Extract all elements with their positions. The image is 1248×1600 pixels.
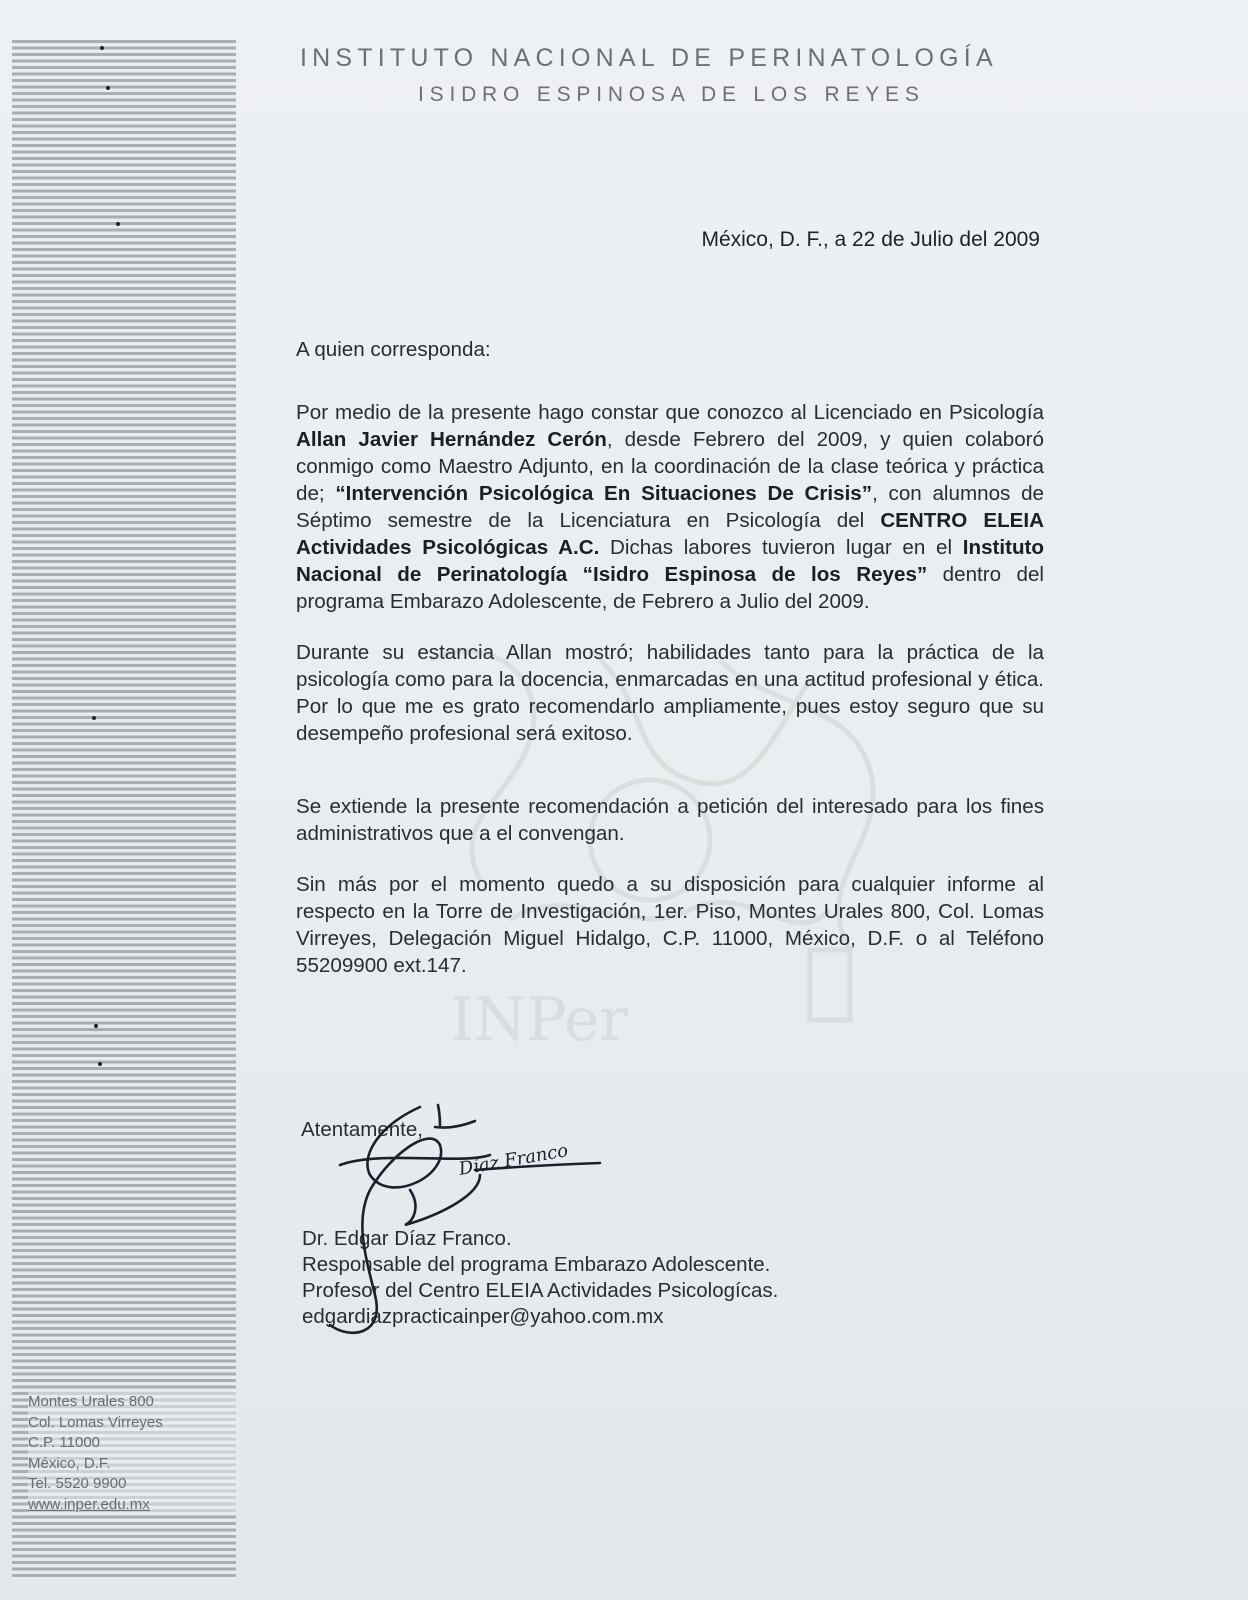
paragraph-purpose: Se extiende la presente recomendación a petición del interesado para los fines administrativos que a el convengan. [296, 795, 1044, 845]
paragraph-performance: Durante su estancia Allan mostró; habilidades tanto para la práctica de la psicología como para la docencia, enmarcadas en una actitud profesional y ética. Por lo que me es grato recomendarlo ampliamente, pues estoy seguro que su desempeño profesional será exitoso. [296, 641, 1044, 745]
svg-text:INPer: INPer [450, 985, 629, 1055]
band-dot [116, 222, 120, 226]
band-dot [106, 86, 110, 90]
institution-subtitle: ISIDRO ESPINOSA DE LOS REYES [418, 83, 925, 106]
footer-city: México, D.F. [28, 1454, 111, 1472]
text-span: Por medio de la presente hago constar que conozco al Licenciado en Psicología [296, 401, 1044, 424]
footer-colony: Col. Lomas Virreyes [28, 1413, 163, 1431]
center-name: CENTRO ELEIA Actividades Psicológicas A.C. [296, 509, 1044, 559]
svg-text:Díaz Franco: Díaz Franco [457, 1140, 570, 1180]
footer-street: Montes Urales 800 [28, 1393, 154, 1410]
band-dot [100, 46, 104, 50]
signer-email: edgardiazpracticainper@yahoo.com.mx [302, 1305, 664, 1328]
footer-address [28, 1392, 238, 1515]
course-name: “Intervención Psicológica En Situaciones De Crisis” [335, 482, 873, 505]
paragraph-intro [296, 399, 1044, 615]
letter-body [296, 336, 1044, 1003]
signer-role-professor: Profesor del Centro ELEIA Actividades Psicologícas. [302, 1279, 779, 1302]
salutation: A quien corresponda: [296, 338, 491, 361]
letterhead-stripe-band [12, 40, 236, 1580]
institution-name: INSTITUTO NACIONAL DE PERINATOLOGÍA [300, 44, 998, 72]
signer-role-program: Responsable del programa Embarazo Adolescente. [302, 1253, 771, 1276]
letterhead [300, 44, 1020, 107]
footer-phone: Tel. 5520 9900 [28, 1475, 127, 1492]
closing: Atentamente, [301, 1118, 423, 1141]
signer-name: Dr. Edgar Díaz Franco. [302, 1227, 512, 1250]
text-span: , con alumnos de Séptimo semestre de la Licenciatura en Psicología del [296, 482, 1044, 532]
band-dot [92, 716, 96, 720]
text-span: Dichas labores tuvieron lugar en el [599, 536, 963, 559]
candidate-name: Allan Javier Hernández Cerón [296, 428, 607, 451]
text-span: dentro del programa Embarazo Adolescente, de Febrero a Julio del 2009. [296, 563, 1044, 613]
institute-name: Instituto Nacional de Perinatología “Isidro Espinosa de los Reyes” [296, 536, 1044, 586]
paragraph-contact: Sin más por el momento quedo a su disposición para cualquier informe al respecto en la Torre de Investigación, 1er. Piso, Montes Urales 800, Col. Lomas Virreyes, Delegación Miguel Hidalgo, C.P. 11000, México, D.F. o al Teléfono 55209900 ext.147. [296, 873, 1044, 977]
letter-date: México, D. F., a 22 de Julio del 2009 [701, 228, 1040, 251]
footer-postal-code: C.P. 11000 [28, 1434, 101, 1451]
band-dot [98, 1062, 102, 1066]
footer-website: www.inper.edu.mx [28, 1495, 150, 1513]
band-dot [94, 1024, 98, 1028]
handwritten-signature [300, 1095, 700, 1355]
text-span: , desde Febrero del 2009, y quien colaboró conmigo como Maestro Adjunto, en la coordinación de la clase teórica y práctica de; [296, 428, 1044, 505]
